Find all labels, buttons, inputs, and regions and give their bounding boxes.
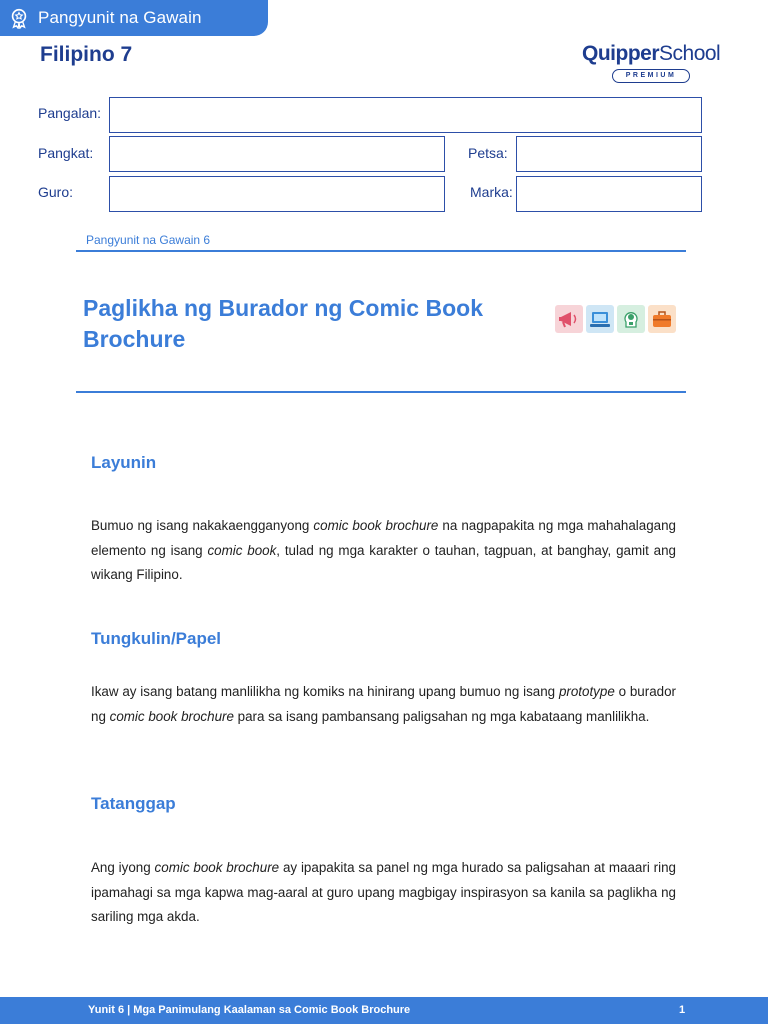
page-number: 1 <box>679 1004 686 1016</box>
skill-icons <box>555 305 676 333</box>
teacher-label: Guro: <box>38 184 74 200</box>
date-label: Petsa: <box>468 145 508 161</box>
lightbulb-head-icon <box>617 305 645 333</box>
body-text: Ikaw ay isang batang manlilikha ng komiks na hinirang upang bumuo ng isang <box>91 684 559 699</box>
brand-name: QuipperSchool <box>582 42 721 65</box>
section-heading-layunin: Layunin <box>91 453 157 472</box>
divider-bottom <box>76 391 686 393</box>
activity-title <box>83 293 533 355</box>
divider-top <box>76 250 686 252</box>
activity-title-line1: Paglikha ng Burador ng Comic Book <box>83 295 483 321</box>
worksheet-type-tab <box>0 0 268 36</box>
body-text: ay ipapakita sa panel ng mga hurado sa paligsahan at maaari ring ipamahagi sa mga kapwa mag-aaral at guro upang magbigay inspirasyon sa kanila sa paglikha ng sariling mga akda. <box>91 860 676 924</box>
section-field[interactable] <box>109 136 445 172</box>
unit-activity-label: Pangyunit na Gawain 6 <box>86 233 211 247</box>
award-ribbon-icon <box>8 7 30 29</box>
emphasized-term: comic book brochure <box>313 518 439 533</box>
laptop-icon <box>586 305 614 333</box>
section-heading-tungkulin: Tungkulin/Papel <box>91 629 222 648</box>
emphasized-term: comic book <box>207 542 277 558</box>
grade-label: Marka: <box>470 184 513 200</box>
body-text: , tulad ng mga karakter o tauhan, tagpuan, at banghay, gamit ang wikang Filipino. <box>91 542 676 582</box>
date-field[interactable] <box>516 136 702 172</box>
megaphone-icon <box>555 305 583 333</box>
body-text: o burador ng <box>91 684 677 724</box>
section-body-tatanggap <box>91 856 676 930</box>
tab-label: Pangyunit na Gawain <box>38 8 202 27</box>
teacher-field[interactable] <box>109 176 445 212</box>
name-field[interactable] <box>109 97 702 133</box>
activity-title-line2: Brochure <box>83 326 186 352</box>
body-text: Bumuo ng isang nakakaengganyong <box>91 518 314 533</box>
body-text: Ang iyong <box>91 860 155 875</box>
section-body-layunin <box>91 514 676 588</box>
section-body-tungkulin <box>91 680 676 729</box>
footer-unit-title: Yunit 6 | Mga Panimulang Kaalaman sa Comic Book Brochure <box>88 1004 411 1016</box>
name-label: Pangalan: <box>38 105 102 121</box>
briefcase-icon <box>648 305 676 333</box>
footer-bar <box>0 997 768 1024</box>
emphasized-term: comic book brochure <box>109 708 234 724</box>
emphasized-term: comic book brochure <box>154 860 280 875</box>
section-label: Pangkat: <box>38 145 94 161</box>
premium-badge: PREMIUM <box>612 69 690 83</box>
body-text: para sa isang pambansang paligsahan ng mga kabataang manlilikha. <box>233 708 650 724</box>
section-heading-tatanggap: Tatanggap <box>91 794 176 813</box>
grade-field[interactable] <box>516 176 702 212</box>
emphasized-term: prototype <box>558 684 615 699</box>
subject-title: Filipino 7 <box>40 43 133 66</box>
body-text: na nagpapakita ng mga mahahalagang elemento ng isang <box>91 518 677 558</box>
quipper-school-logo <box>582 42 732 83</box>
